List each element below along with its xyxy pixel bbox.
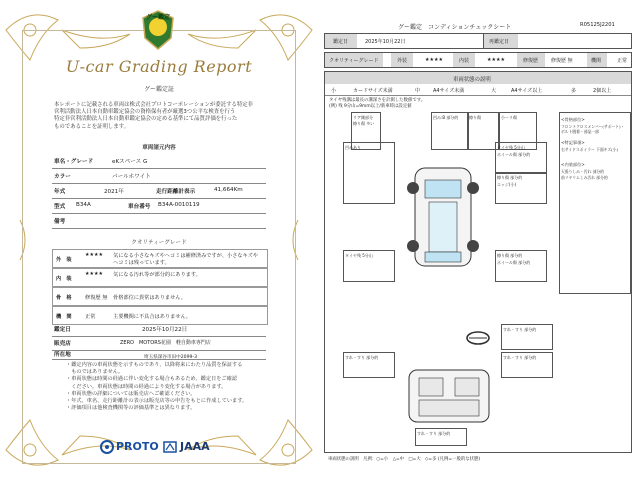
grade-interior: 内 装 ★★★★ 気になる汚れ等が部分的にあります。 xyxy=(52,268,268,287)
car-top-view-icon xyxy=(395,162,491,272)
jaaa-logo-icon xyxy=(163,440,177,454)
quality-grade-title: クオリティーグレード xyxy=(131,240,187,246)
model-row: 車名・グレード eKスペース G xyxy=(52,154,266,169)
date-table xyxy=(324,33,632,49)
proto-logo-icon xyxy=(100,440,114,454)
sheet-title: グー鑑定 コンディションチェックシート xyxy=(398,24,512,31)
condition-diagram-panel: 車両状態の説明 小 カードサイズ未満 中 A4サイズ未満 大 A4サイズ以上 多 2個以上 タイヤ残溝は最長の溝深さを計測した数値です。 (例) 残 9分山=9mm以上/新車時は設定値 リア側部分 擦り傷 多い 凹み:B 部分的 擦り傷 小ーリ傷 凹みあり タイヤ残 5分山 ホイール傷 部分的 擦り傷 部分的 エッジ(小) タイヤ残 5分山 擦り傷 部分的 ホイール傷 部分的 <骨格部位> フロントクロスメンバー(サポート)・ボルト脱着・部品一部 <特記事項> 右サイドスポイラー 下面キズ(小) <内装部位> 天張りしみ・汚れ 部分的 前リヤリムしみ汚れ 部分的 すれ・すり 部分的 すれ・すり 部分的 すれ・すり 部分的 すれ・すり 部分的 xyxy=(324,71,632,453)
report-title: U-car Grading Report xyxy=(65,57,253,76)
car-interior-view-icon xyxy=(399,362,499,428)
badge-label: グー鑑定 xyxy=(145,14,170,21)
grade-exterior: 外 装 ★★★★ 気になる小さなキズやヘコミは補修済みですが、小さなキズや ヘコミは残っています。 xyxy=(52,249,268,268)
grade-frame: 骨 格 修復歴 無 骨格部位に異常はありません。 xyxy=(52,287,268,306)
remarks-row: 備考 xyxy=(52,214,266,229)
address-row: 所在地 埼玉県深谷市田中2099-3 xyxy=(52,345,266,360)
year-row: 年式 2021年 走行距離計表示 41,664Km xyxy=(52,184,266,199)
legend-footer: 車両状態の説明 凡例：○=小 △=中 □=大 ◇=多 (凡例=一般的な状態) xyxy=(328,457,481,462)
jaaa-logo-text: JAAA xyxy=(180,440,210,453)
condition-check-sheet xyxy=(318,0,640,480)
grade-engine: 機 関 正常 主要機関に不具合はありません。 xyxy=(52,306,268,325)
grading-certificate xyxy=(0,0,318,480)
issue-date-value: 2025年10月22日 xyxy=(365,39,406,45)
intro-text: 本レポートに記載される車両は株式会社プロトコーポレーションが委託する特定非 営利活動法人日本自動車鑑定協会の資格保有者が厳選3つ公平な検査を行う 特定非営利活動法人日本自動車鑑定協会の定める基準にて品質評価を行った ものであることを証明します。 xyxy=(54,102,254,130)
report-subtitle: グー鑑定証 xyxy=(143,86,174,93)
grade-summary-table: クオリティーグレード 外装 ★★★★ 内装 ★★★★ 修復歴 修復歴 無 機関 正常 xyxy=(324,52,632,68)
vehicle-section-title: 車両諸元内容 xyxy=(142,145,176,151)
issue-date-row: 鑑定日 2025年10月22日 xyxy=(52,322,266,337)
type-row: 型式 B34A 車台番号 B34A-0010119 xyxy=(52,199,266,214)
color-row: カラー パールホワイト xyxy=(52,169,266,184)
reissue-date-label: 再鑑定日 xyxy=(489,39,510,45)
issue-date-label: 鑑定日 xyxy=(333,39,349,45)
condition-section-title: 車両状態の説明 xyxy=(453,77,491,83)
sheet-code: R05125J2201 xyxy=(580,22,615,28)
disclaimer-text: ・鑑定内容の車両状態を示すものであり、以降将来にわたり品質を保証する ものではありません。 ・車両状態は時間の経過に伴い変化する場合もあるため、鑑定日をご確認 ください。車両状態は時間の経過により変化する場合があります。 ・車両状態の詳細については販売店へご確認ください。 ・年式、車名、走行距離計の表示は販売店等の申告をもとに作成しています。 ・評価項目は他検査機関等の評価基準とは異なります。 xyxy=(66,362,248,412)
dealer-row: 販売店 ZERO MOTORS花園 軽自動車専門店 xyxy=(52,336,266,351)
steering-wheel-icon xyxy=(465,330,491,346)
proto-logo-text: PROTO xyxy=(116,440,159,453)
